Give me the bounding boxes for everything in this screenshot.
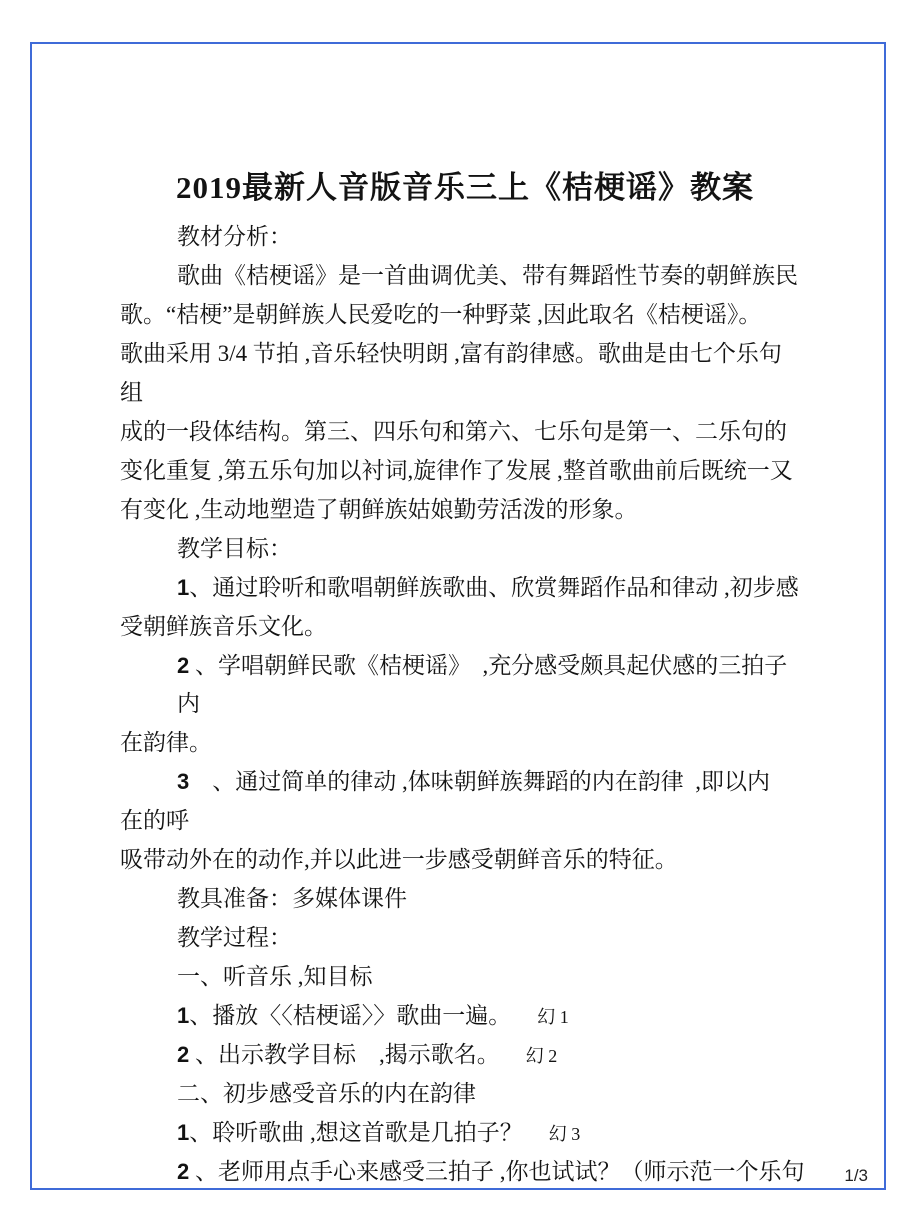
line-text: 一、听音乐 ,知目标 xyxy=(177,964,373,989)
paragraph-line xyxy=(120,958,810,997)
paragraph-line xyxy=(120,1075,810,1114)
line-text: 、播放〈〈桔梗谣〉〉歌曲一遍。 xyxy=(189,1003,512,1028)
paragraph-line xyxy=(120,608,810,647)
line-text: 教具准备：多媒体课件 xyxy=(177,886,407,911)
slide-cue: 幻 3 xyxy=(548,1124,581,1144)
paragraph-line xyxy=(120,257,810,296)
paragraph-line xyxy=(120,724,810,763)
slide-cue: 幻 2 xyxy=(525,1046,558,1066)
line-text: 、学唱朝鲜民歌《桔梗谣》 ,充分感受颇具起伏感的三拍子内 xyxy=(177,653,788,716)
paragraph-line xyxy=(120,1114,810,1153)
line-number: 1 xyxy=(177,1003,190,1028)
paragraph-line xyxy=(120,802,810,841)
document-title: 2019最新人音版音乐三上《桔梗谣》教案 xyxy=(176,170,754,205)
line-text: 歌。“桔梗”是朝鲜族人民爱吃的一种野菜 ,因此取名《桔梗谣》。 xyxy=(120,302,762,327)
line-text: 、通过聆听和歌唱朝鲜族歌曲、欣赏舞蹈作品和律动 ,初步感 xyxy=(189,575,799,600)
paragraph-line xyxy=(120,1036,810,1075)
paragraph-line xyxy=(120,647,810,724)
page-number: 1/3 xyxy=(844,1166,868,1185)
line-text: 成的一段体结构。第三、四乐句和第六、七乐句是第一、二乐句的 xyxy=(120,419,787,444)
paragraph-line xyxy=(120,919,810,958)
paragraph-line xyxy=(120,880,810,919)
line-text: 、通过简单的律动 ,体味朝鲜族舞蹈的内在韵律 ,即以内 xyxy=(189,769,770,794)
line-text: 吸带动外在的动作,并以此进一步感受朝鲜音乐的特征。 xyxy=(120,847,678,872)
line-number: 1 xyxy=(177,1120,190,1145)
line-text: 歌曲采用 3/4 节拍 ,音乐轻快明朗 ,富有韵律感。歌曲是由七个乐句 xyxy=(120,341,782,366)
line-number: 1 xyxy=(177,575,190,600)
paragraph-line xyxy=(120,452,810,491)
document-content xyxy=(120,166,810,1192)
paragraph-line xyxy=(120,997,810,1036)
line-text: 教学目标： xyxy=(177,536,292,561)
paragraph-line xyxy=(120,530,810,569)
paragraph-line xyxy=(120,218,810,257)
paragraph-line xyxy=(120,841,810,880)
paragraph-line xyxy=(120,569,810,608)
line-text: 组 xyxy=(120,380,143,405)
slide-cue: 幻 1 xyxy=(537,1007,569,1027)
line-text: 教材分析： xyxy=(177,224,292,249)
paragraph-line xyxy=(120,374,810,413)
line-number: 2 xyxy=(177,1159,190,1184)
paragraph-line xyxy=(120,1153,810,1192)
line-text: 、老师用点手心来感受三拍子 ,你也试试？（师示范一个乐句 xyxy=(189,1159,805,1184)
line-text: 在韵律。 xyxy=(120,730,212,755)
line-number: 3 xyxy=(177,769,190,794)
paragraph-line xyxy=(120,335,810,374)
line-text: 在的呼 xyxy=(120,808,189,833)
line-text: 变化重复 ,第五乐句加以衬词,旋律作了发展 ,整首歌曲前后既统一又 xyxy=(120,458,793,483)
line-number: 2 xyxy=(177,1042,190,1067)
paragraph-line xyxy=(120,763,810,802)
paragraph-line xyxy=(120,491,810,530)
paragraph-line xyxy=(120,413,810,452)
line-text: 歌曲《桔梗谣》是一首曲调优美、带有舞蹈性节奏的朝鲜族民 xyxy=(177,263,798,288)
paragraph-line xyxy=(120,296,810,335)
line-text: 有变化 ,生动地塑造了朝鲜族姑娘勤劳活泼的形象。 xyxy=(120,497,638,522)
line-text: 教学过程： xyxy=(177,925,292,950)
line-text: 二、初步感受音乐的内在韵律 xyxy=(177,1081,476,1106)
line-number: 2 xyxy=(177,653,190,678)
line-text: 、出示教学目标 ,揭示歌名。 xyxy=(189,1042,500,1067)
line-text: 、聆听歌曲 ,想这首歌是几拍子？ xyxy=(189,1120,523,1145)
line-text: 受朝鲜族音乐文化。 xyxy=(120,614,327,639)
